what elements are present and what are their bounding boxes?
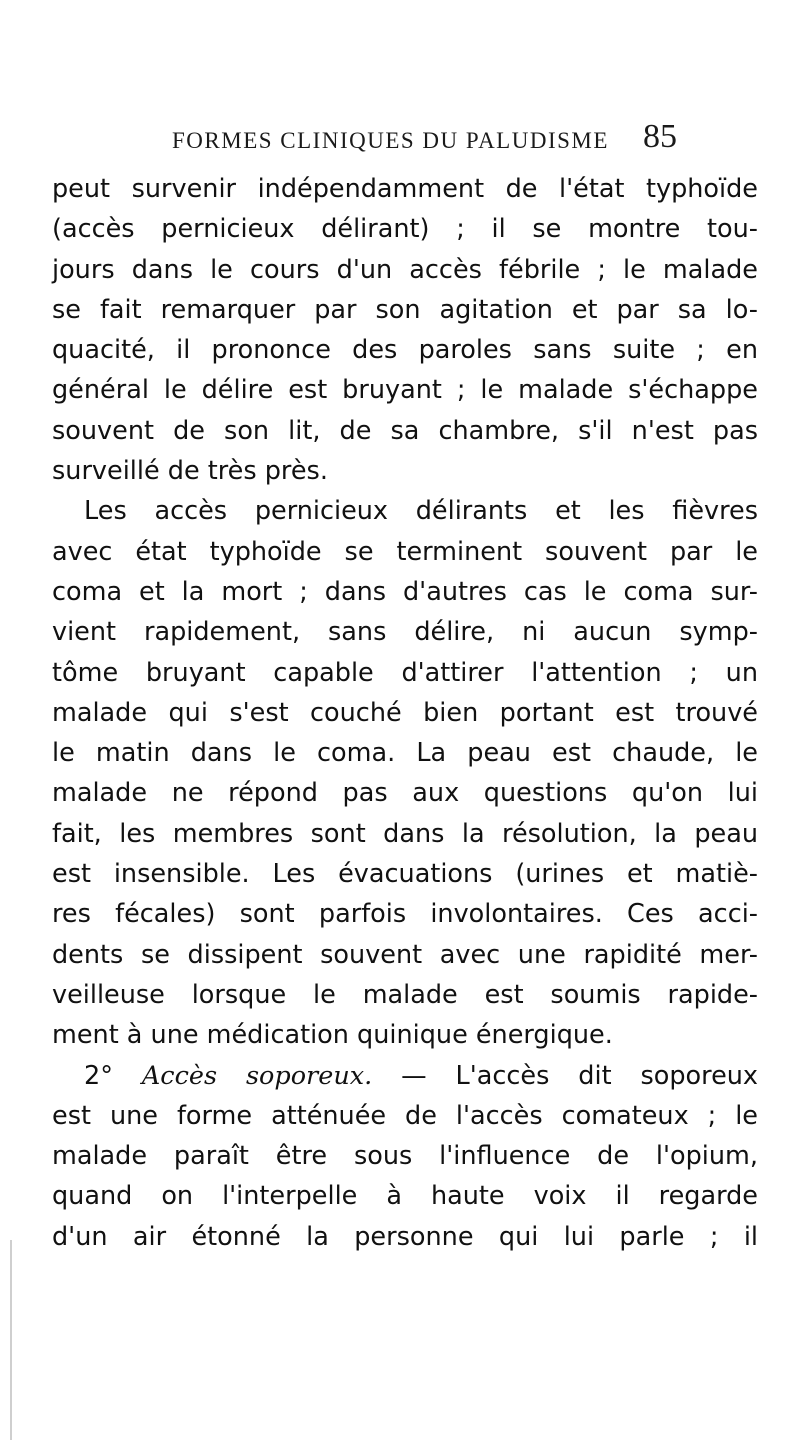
text-line: dents se dissipent souvent avec une rapidité mer- (52, 939, 758, 970)
body-text (52, 169, 758, 1257)
paragraph-end-line: surveillé de très près. (52, 456, 328, 487)
text-line: est une forme atténuée de l'accès comateux ; le (52, 1100, 758, 1131)
text-line: malade qui s'est couché bien portant est trouvé (52, 697, 758, 728)
page-number: 85 (643, 118, 677, 155)
text-line: est insensible. Les évacuations (urines et matiè- (52, 859, 758, 890)
text-line: fait, les membres sont dans la résolution, la peau (52, 818, 758, 849)
text-line: quacité, il prononce des paroles sans suite ; en (52, 335, 758, 366)
text-line: général le délire est bruyant ; le malade s'échappe (52, 375, 758, 406)
text-line: coma et la mort ; dans d'autres cas le coma sur- (52, 576, 758, 607)
text-line: malade paraît être sous l'influence de l'opium, (52, 1141, 758, 1172)
text-line: res fécales) sont parfois involontaires. Ces acci- (52, 899, 758, 930)
text-line: le matin dans le coma. La peau est chaude, le (52, 738, 758, 769)
text-line: se fait remarquer par son agitation et par sa lo- (52, 294, 758, 325)
text-line: avec état typhoïde se terminent souvent par le (52, 536, 758, 567)
text-line: malade ne répond pas aux questions qu'on lui (52, 778, 758, 809)
text-line: vient rapidement, sans délire, ni aucun symp- (52, 617, 758, 648)
paragraph-end-line: ment à une médication quinique énergique. (52, 1020, 613, 1051)
section-first-line-rest: — L'accès dit soporeux (401, 1060, 759, 1091)
text-line: peut survenir indépendamment de l'état typhoïde (52, 174, 758, 204)
section-number: 2° (84, 1060, 113, 1091)
page-edge-shadow (10, 1240, 12, 1440)
section-heading-line (52, 1056, 758, 1096)
text-line: quand on l'interpelle à haute voix il regarde (52, 1181, 758, 1212)
text-line: tôme bruyant capable d'attirer l'attention ; un (52, 657, 758, 688)
text-line: (accès pernicieux délirant) ; il se montre tou- (52, 214, 758, 245)
running-title: FORMES CLINIQUES DU PALUDISME (172, 128, 609, 153)
text-line: jours dans le cours d'un accès fébrile ; le malade (52, 254, 758, 285)
text-line: d'un air étonné la personne qui lui parle ; il (52, 1221, 758, 1252)
section-title: Accès soporeux. (141, 1060, 373, 1091)
text-line: souvent de son lit, de sa chambre, s'il n'est pas (52, 415, 758, 446)
text-line: veilleuse lorsque le malade est soumis rapide- (52, 979, 758, 1010)
paragraph-start-line: Les accès pernicieux délirants et les fièvres (84, 496, 758, 527)
